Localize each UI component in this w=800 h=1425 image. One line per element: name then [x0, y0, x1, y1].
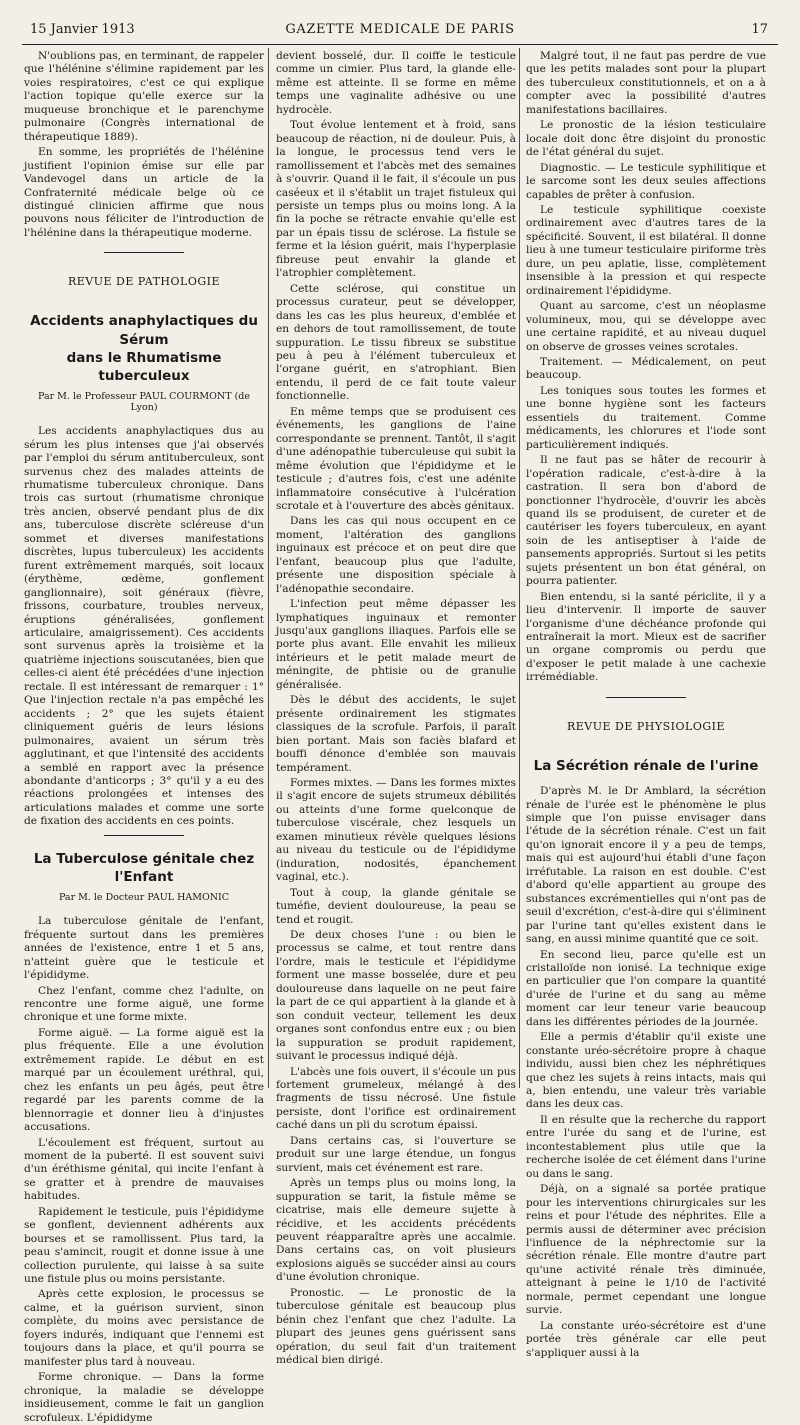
paragraph: Formes mixtes. — Dans les formes mixtes il s'agit encore de sujets strumeux débilités ou atteints d'une forme quelconque de tuberculose viscérale, chez lesquels un examen minutieux révèle quelques lésions au niveau du testicule ou de l'épididyme (induration, nodosités, épanchement vaginal, etc.).: [276, 777, 516, 884]
paragraph: Le pronostic de la lésion testiculaire locale doit donc être disjoint du pronostic de l'état général du sujet.: [526, 119, 766, 159]
paragraph: D'après M. le Dr Amblard, la sécrétion rénale de l'urée est le phénomène le plus simple que l'on puisse envisager dans l'étude de la sécrétion rénale. C'est un fait qu'on ignorait encore il y a peu de temps, mais qui est aujourd'hui établi d'une façon irréfutable. La raison en est double. C'est d'abord qu'elle appartient au groupe des substances excrémentielles qui n'ont pas de seuil d'excrétion, c'est-à-dire qui s'éliminent par l'urine tant qu'elles existent dans le sang, en aussi minime quantité que ce soit.: [526, 785, 766, 946]
paragraph: Quant au sarcome, c'est un néoplasme volumineux, mou, qui se développe avec une certaine rapidité, et au niveau duquel on observe de grosses veines scrotales.: [526, 300, 766, 353]
paragraph: Cette sclérose, qui constitue un processus curateur, peut se développer, dans les cas les plus heureux, d'emblée et en dehors de tout ramollissement, de toute suppuration. Le tissu fibreux se substitue peu à peu à l'élément tuberculeux et l'organe guérit, en s'atrophiant. Bien entendu, il perd de ce fait toute valeur fonctionnelle.: [276, 282, 516, 403]
page-number: 17: [751, 22, 768, 37]
paragraph: Dans les cas qui nous occupent en ce moment, l'altération des ganglions inguinaux est précoce et on peut dire que l'enfant, beaucoup plus que l'adulte, présente une disposition spéciale à l'adénopathie secondaire.: [276, 515, 516, 595]
paragraph: Dès le début des accidents, le sujet présente ordinairement les stigmates classiques de la scrofule. Parfois, il paraît bien portant. Mais son faciès blafard et bouffi dénonce d'emblée son mauvais tempérament.: [276, 694, 516, 774]
paragraph: Traitement. — Médicalement, on peut beaucoup.: [526, 355, 766, 382]
page-header: [0, 0, 800, 56]
paragraph: Il en résulte que la recherche du rapport entre l'urée du sang et de l'urine, est incontestablement plus utile que la recherche isolée de cet élément dans l'urine ou dans le sang.: [526, 1113, 766, 1180]
paragraph: Il ne faut pas se hâter de recourir à l'opération radicale, c'est-à-dire à la castration. Il sera bon d'abord de ponctionner l'hydrocèle, d'ouvrir les abcès quand ils se produisent, de cureter et de cautériser les foyers tuberculeux, en ayant soin de les antiseptiser à l'aide de pansements appropriés. Surtout si les petits sujets présentent un bon état général, on pourra patienter.: [526, 454, 766, 588]
paragraph: Le testicule syphilitique coexiste ordinairement avec d'autres tares de la spécificité. Souvent, il est bilatéral. Il donne lieu à une tumeur testiculaire piriforme très dure, un peu aplatie, lisse, complètement insensible à la pression et qui respecte ordinairement l'épididyme.: [526, 203, 766, 297]
paragraph: Après cette explosion, le processus se calme, et la guérison survient, sinon complète, du moins avec persistance de foyers indurés, indiquant que l'ennemi est toujours dans la place, et qu'il pourra se manifester plus tard à nouveau.: [24, 1288, 264, 1368]
separator-rule: [104, 252, 184, 253]
paragraph: Déjà, on a signalé sa portée pratique pour les interventions chirurgicales sur les reins et pour l'étude des néphrites. Elle a permis aussi de déterminer avec précision l'influence de la néphrectomie sur la sécrétion rénale. Elle montre d'autre part qu'une activité rénale très diminuée, atteignant à peine le 1/10 de l'activité normale, permet cependant une longue survie.: [526, 1183, 766, 1317]
article-title: La Tuberculose génitale chez l'Enfant: [33, 850, 255, 886]
article-byline: Par M. le Docteur PAUL HAMONIC: [58, 892, 230, 904]
paragraph: Tout à coup, la glande génitale se tuméfie, devient douloureuse, la peau se tend et rougit.: [276, 886, 516, 926]
paragraph: La constante uréo-sécrétoire est d'une portée très générale car elle peut s'appliquer aussi à la: [526, 1319, 766, 1359]
paragraph: De deux choses l'une : ou bien le processus se calme, et tout rentre dans l'ordre, mais le testicule et l'épididyme forment une masse bosselée, dure et peu douloureuse dans laquelle on ne peut faire la part de ce qui appartient à la glande et à son conduit vecteur, tellement les deux organes sont confondus entre eux ; ou bien la suppuration se produit rapidement, suivant le processus indiqué déjà.: [276, 929, 516, 1063]
paragraph: devient bosselé, dur. Il coiffe le testicule comme un cimier. Plus tard, la glande elle-même est atteinte. Il se forme en même temps une vaginalite adhésive ou une hydrocèle.: [276, 50, 516, 116]
paragraph: Forme aiguë. — La forme aiguë est la plus fréquente. Elle a une évolution extrêmement rapide. Le début en est marqué par un écoulement uréthral, qui, chez les enfants un peu âgés, peut être regardé par les parents comme de la blennorragie et donner lieu à d'injustes accusations.: [24, 1026, 264, 1134]
article-title: La Sécrétion rénale de l'urine: [533, 757, 759, 774]
section-heading: REVUE DE PATHOLOGIE: [67, 275, 221, 289]
journal-title: GAZETTE MEDICALE DE PARIS: [285, 22, 515, 37]
column-1: [24, 50, 264, 1424]
paragraph: La tuberculose génitale de l'enfant, fréquente surtout dans les premières années de l'existence, entre 1 et 5 ans, n'atteint guère que le testicule et l'épididyme.: [24, 915, 264, 982]
article-byline: Par M. le Professeur PAUL COURMONT (de Lyon): [37, 391, 250, 414]
paragraph: Rapidement le testicule, puis l'épididyme se gonflent, deviennent adhérents aux bourses et se ramollissent. Plus tard, la peau s'amincit, rougit et donne issue à une collection purulente, qui laisse à sa suite une fistule plus ou moins persistante.: [24, 1205, 264, 1286]
paragraph: Chez l'enfant, comme chez l'adulte, on rencontre une forme aiguë, une forme chronique et une forme mixte.: [24, 984, 264, 1024]
paragraph: En même temps que se produisent ces événements, les ganglions de l'aine correspondante se prennent. Tantôt, il s'agit d'une adénopathie tuberculeuse qui subit la même évolution que l'épididyme et le testicule ; d'autres fois, c'est une adénite inflammatoire consécutive à l'ulcération scrotale et à l'ouverture des abcès génitaux.: [276, 405, 516, 512]
paragraph: Les accidents anaphylactiques dus au sérum les plus intenses que j'ai observés par l'emploi du sérum antituberculeux, sont survenus chez des malades atteints de rhumatisme tuberculeux chronique. Dans trois cas surtout (rhumatisme chronique très ancien, observé pendant plus de dix ans, tuberculose discrète scléreuse d'un sommet et diverses manifestations discrètes, lupus tuberculeux) les accidents furent extrêmement marqués, soit locaux (érythème, œdème, gonflement ganglionnaire), soit généraux (fièvre, frissons, courbature, troubles nerveux, éruptions généralisées, gonflement articulaire, amaigrissement). Ces accidents sont survenus après la troisième et la quatrième injections souscutanées, bien que celles-ci aient été précédées d'une injection rectale. Il est intéressant de remarquer : 1° Que l'injection rectale n'a pas empêché les accidents ; 2° que les sujets étaient cliniquement guéris de leurs lésions pulmonaires, avaient un sérum très agglutinant, et que l'intensité des accidents a semblé en rapport avec la présence abondante d'anticorps ; 3° qu'il y a eu des réactions prolongées et intenses des articulations malades et comme une sorte de fixation des accidents en ces points.: [24, 425, 264, 828]
paragraph: En second lieu, parce qu'elle est un cristalloïde non ionisé. La technique exige en particulier que l'on compare la quantité d'urée de l'urine et du sang au même moment car leur teneur varie beaucoup dans les différentes périodes de la journée.: [526, 948, 766, 1028]
column-divider: [268, 48, 269, 1088]
paragraph: Les toniques sous toutes les formes et une bonne hygiène sont les facteurs essentiels du traitement. Comme médicaments, les chlorures et l'iode sont particulièrement indiqués.: [526, 384, 766, 451]
paragraph: En somme, les propriétés de l'hélénine justifient l'opinion émise sur elle par Vandevogel dans un article de la Confraternité médicale belge où ce distingué clinicien affirme que nous pouvons nous féliciter de l'introduction de l'hélénine dans la thérapeutique moderne.: [24, 146, 264, 239]
column-3: [526, 50, 766, 1359]
column-divider: [519, 48, 520, 1088]
article-title: Accidents anaphylactiques du Sérum dans le Rhumatisme tuberculeux: [30, 313, 258, 384]
paragraph: L'abcès une fois ouvert, il s'écoule un pus fortement grumeleux, mélangé à des fragments de tissu nécrosé. Une fistule persiste, dont l'orifice est ordinairement caché dans un pli du scrotum épaissi.: [276, 1065, 516, 1132]
paragraph: Après un temps plus ou moins long, la suppuration se tarit, la fistule même se cicatrise, mais elle demeure sujette à récidive, et les accidents précédents peuvent réapparaître après une accalmie. Dans certains cas, on voit plusieurs explosions aiguës se succéder ainsi au cours d'une évolution chronique.: [276, 1177, 516, 1284]
paragraph: Pronostic. — Le pronostic de la tuberculose génitale est beaucoup plus bénin chez l'enfant que chez l'adulte. La plupart des jeunes gens guérissent sans opération, du seul fait d'un traitement médical bien dirigé.: [276, 1286, 516, 1367]
column-2: [276, 50, 516, 1367]
paragraph: N'oublions pas, en terminant, de rappeler que l'hélénine s'élimine rapidement par les voies respiratoires, c'est ce qui explique l'action topique qu'elle exerce sur la muqueuse bronchique et le parenchyme pulmonaire (Congrès international de thérapeutique 1889).: [24, 50, 264, 143]
paragraph: Forme chronique. — Dans la forme chronique, la maladie se développe insidieusement, comme le fait un ganglion scrofuleux. L'épididyme: [24, 1371, 264, 1424]
paragraph: Elle a permis d'établir qu'il existe une constante uréo-sécrétoire propre à chaque individu, aussi bien chez les néphrétiques que chez les sujets à reins intacts, mais qui a, bien entendu, une valeur très variable dans les deux cas.: [526, 1031, 766, 1111]
header-rule: [22, 44, 778, 45]
paragraph: Malgré tout, il ne faut pas perdre de vue que les petits malades sont pour la plupart des tuberculeux constitutionnels, et on a à compter avec la possibilité d'autres manifestations bacillaires.: [526, 50, 766, 116]
paragraph: Diagnostic. — Le testicule syphilitique et le sarcome sont les deux seules affections capables de prêter à confusion.: [526, 161, 766, 201]
paragraph: Dans certains cas, si l'ouverture se produit sur une large étendue, un fongus survient, mais cet événement est rare.: [276, 1134, 516, 1174]
issue-date: 15 Janvier 1913: [30, 22, 135, 37]
separator-rule: [606, 697, 686, 698]
section-heading: REVUE DE PHYSIOLOGIE: [566, 719, 726, 733]
paragraph: L'écoulement est fréquent, surtout au moment de la puberté. Il est souvent suivi d'un éréthisme génital, qui incite l'enfant à se gratter et à prendre de mauvaises habitudes.: [24, 1136, 264, 1203]
paragraph: Bien entendu, si la santé périclite, il y a lieu d'intervenir. Il importe de sauver l'organisme d'une déchéance profonde qui entraînerait la mort. Mieux est de sacrifier un organe compromis ou perdu que d'exposer le petit malade à une cachexie irrémédiable.: [526, 590, 766, 684]
paragraph: Tout évolue lentement et à froid, sans beaucoup de réaction, ni de douleur. Puis, à la longue, le processus tend vers le ramollissement et l'abcès met des semaines à s'ouvrir. Quand il le fait, il s'écoule un pus caséeux et il s'établit un trajet fistuleux qui persiste un temps plus ou moins long. A la fin la poche se rétracte envahie qu'elle est par un épais tissu de sclérose. La fistule se ferme et la lésion guérit, mais l'hyperplasie fibreuse peut envahir la glande et l'atrophier complètement.: [276, 119, 516, 280]
paragraph: L'infection peut même dépasser les lymphatiques inguinaux et remonter jusqu'aux ganglions iliaques. Parfois elle se porte plus avant. Elle envahit les milieux intérieurs et le petit malade meurt de méningite, de phtisie ou de granulie généralisée.: [276, 598, 516, 691]
